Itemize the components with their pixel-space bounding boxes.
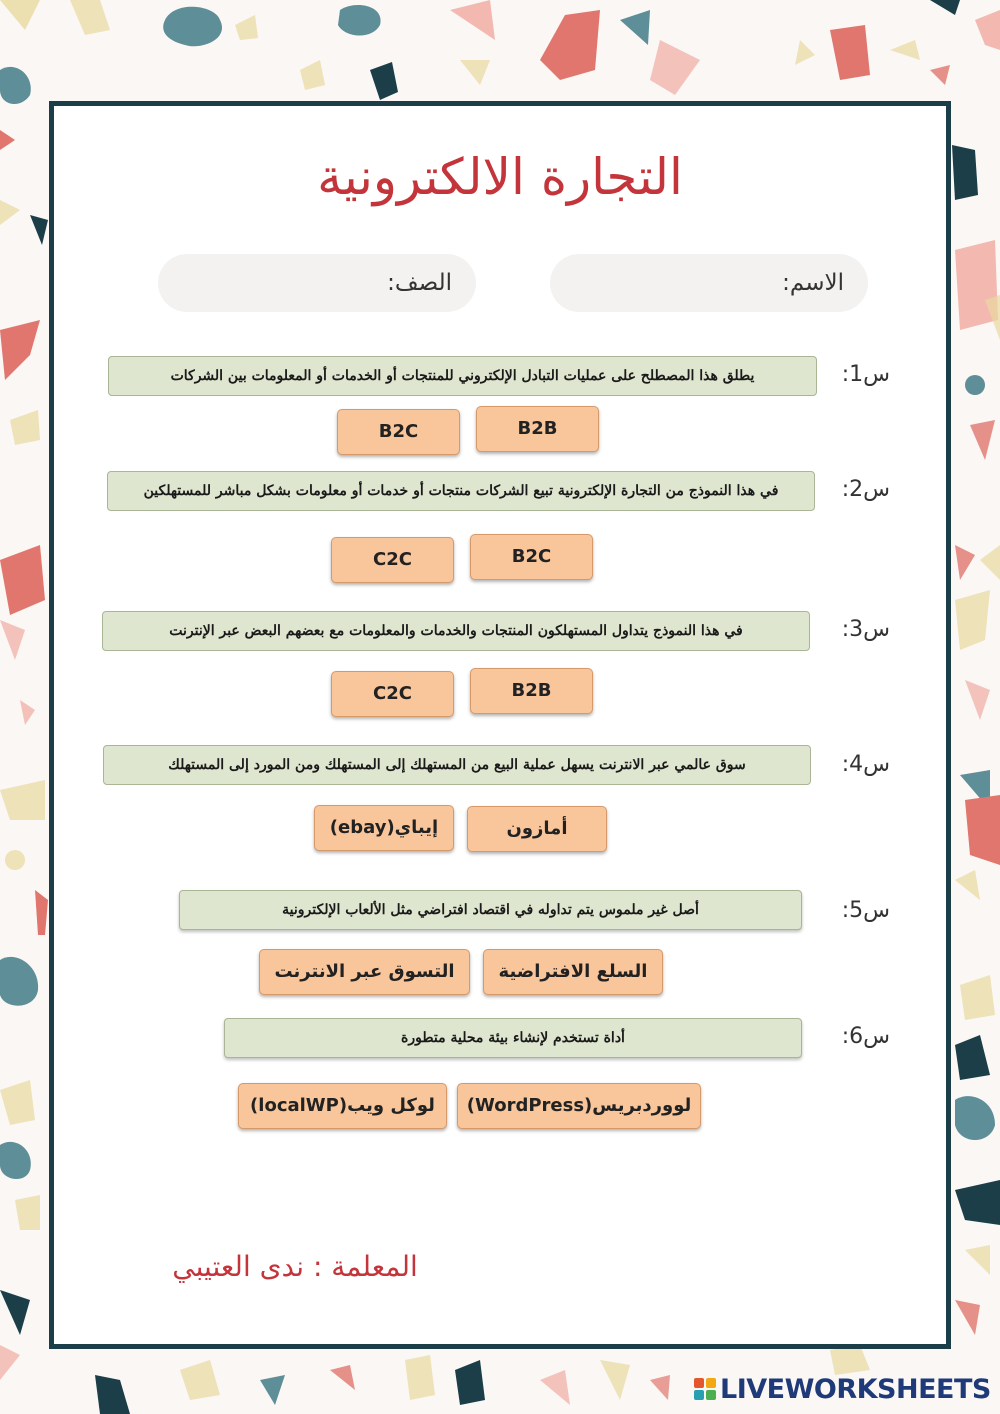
teacher-name: المعلمة : ندى العتيبي <box>172 1250 418 1283</box>
answer-option[interactable]: إيباي(ebay) <box>314 805 454 851</box>
question-text: في هذا النموذج يتداول المستهلكون المنتجات والخدمات والمعلومات مع بعضهم البعض عبر الإنترنت <box>102 611 810 651</box>
answer-option[interactable]: التسوق عبر الانترنت <box>259 949 470 995</box>
name-field[interactable] <box>550 254 868 312</box>
question-number: س6: <box>841 1024 890 1049</box>
liveworksheets-logo[interactable] <box>694 1372 991 1406</box>
question-number: س5: <box>841 898 890 923</box>
answer-option[interactable]: B2B <box>476 406 599 452</box>
class-label: الصف: <box>387 270 452 296</box>
answer-option[interactable]: B2C <box>470 534 593 580</box>
name-label: الاسم: <box>782 270 844 296</box>
question-number: س4: <box>841 752 890 777</box>
question-text: في هذا النموذج من التجارة الإلكترونية تبيع الشركات منتجات أو خدمات أو معلومات بشكل مباشر للمستهلكين <box>107 471 815 511</box>
answer-option[interactable]: B2B <box>470 668 593 714</box>
class-input[interactable] <box>178 266 382 302</box>
name-input[interactable] <box>570 266 774 302</box>
answer-option[interactable]: لووردبريس(WordPress) <box>457 1083 701 1129</box>
answer-option[interactable]: C2C <box>331 671 454 717</box>
question-text: يطلق هذا المصطلح على عمليات التبادل الإلكتروني للمنتجات أو الخدمات أو المعلومات بين الشركات <box>108 356 817 396</box>
question-number: س2: <box>841 477 890 502</box>
brand-name: LIVEWORKSHEETS <box>720 1373 991 1405</box>
question-text: سوق عالمي عبر الانترنت يسهل عملية البيع من المستهلك إلى المستهلك ومن المورد إلى المستهلك <box>103 745 811 785</box>
answer-option[interactable]: لوكل ويب(localWP) <box>238 1083 447 1129</box>
answer-option[interactable]: C2C <box>331 537 454 583</box>
page-title: التجارة الالكترونية <box>317 148 683 206</box>
question-text: أداة تستخدم لإنشاء بيئة محلية متطورة <box>224 1018 802 1058</box>
question-text: أصل غير ملموس يتم تداوله في اقتصاد افتراضي مثل الألعاب الإلكترونية <box>179 890 802 930</box>
logo-icon <box>694 1378 716 1400</box>
question-number: س1: <box>841 362 890 387</box>
answer-option[interactable]: B2C <box>337 409 460 455</box>
question-number: س3: <box>841 617 890 642</box>
answer-option[interactable]: السلع الافتراضية <box>483 949 663 995</box>
class-field[interactable] <box>158 254 476 312</box>
answer-option[interactable]: أمازون <box>467 806 607 852</box>
